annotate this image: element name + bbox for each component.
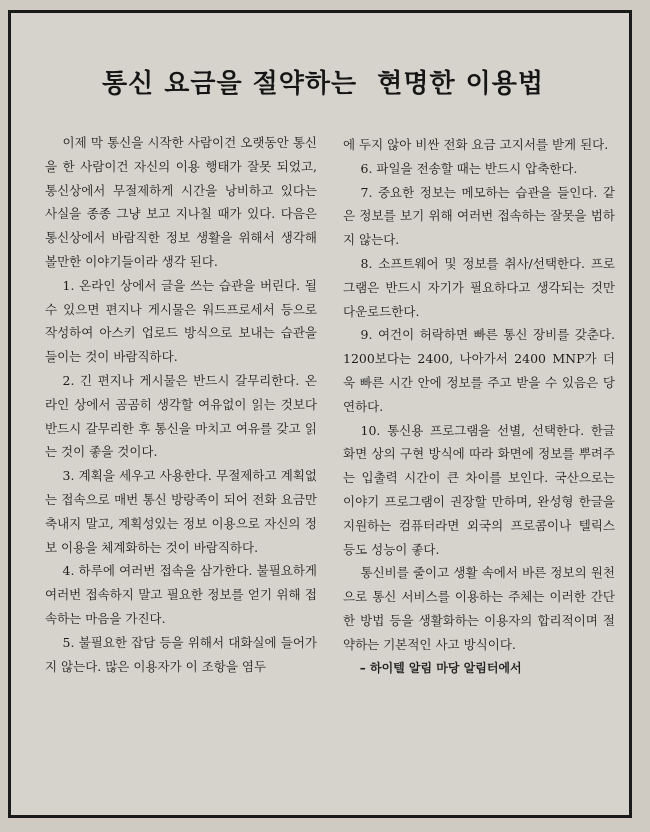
article-box (8, 10, 632, 818)
tip-9: 9. 여건이 허락하면 빠른 통신 장비를 갖춘다. 1200보다는 2400, 나아가서 2400 MNP가 더욱 빠른 시간 안에 정보를 주고 받을 수 있음은 당연하다. (343, 327, 615, 414)
tip-7: 7. 중요한 정보는 메모하는 습관을 들인다. 같은 정보를 보기 위해 여러번 접속하는 잘못을 범하지 않는다. (343, 184, 615, 248)
tip-6: 6. 파일을 전송할 때는 반드시 압축한다. (360, 160, 578, 176)
intro-paragraph: 이제 막 통신을 시작한 사람이건 오랫동안 통신을 한 사람이건 자신의 이용 행태가 잘못 되었고, 통신상에서 무절제하게 시간을 낭비하고 있다는 사실을 종종 그냥 보고 지나칠 때가 있다. 다음은 통신상에서 바람직한 정보 생활을 위해서 생각해 볼만한 이야기들이라 생각 된다. (45, 135, 317, 269)
tip-4: 4. 하루에 여러번 접속을 삼가한다. 불필요하게 여러번 접속하지 말고 필요한 정보를 얻기 위해 접속하는 마음을 가진다. (45, 563, 317, 626)
right-column (343, 133, 615, 680)
tip-5-continued: 에 두지 않아 비싼 전화 요금 고지서를 받게 된다. (343, 137, 609, 152)
tip-3: 3. 계획을 세우고 사용한다. 무절제하고 계획없는 접속으로 매번 통신 방랑족이 되어 전화 요금만 축내지 말고, 계획성있는 정보 이용으로 자신의 정보 이용을 체계화하는 것이 바람직하다. (45, 468, 317, 555)
tip-2: 2. 긴 편지나 게시물은 반드시 갈무리한다. 온라인 상에서 곰곰히 생각할 여유없이 읽는 것보다 반드시 갈무리한 후 통신을 마치고 여유를 갖고 읽는 것이 좋을 것이다. (45, 372, 317, 460)
article-title: 통신 요금을 절약하는 현명한 이용법 (102, 69, 544, 99)
tip-8: 8. 소프트웨어 및 정보를 취사/선택한다. 프로그램은 반드시 자기가 필요하다고 생각되는 것만 다운로드한다. (343, 255, 615, 319)
left-column (45, 131, 317, 678)
tip-5: 5. 불필요한 잡담 등을 위해서 대화실에 들어가지 않는다. 많은 이용자가 이 조항을 염두 (45, 634, 317, 674)
tip-10: 10. 통신용 프로그램을 선별, 선택한다. 한글 화면 상의 구현 방식에 따라 화면에 정보를 뿌려주는 입출력 시간이 큰 차이를 보인다. 국산으로는 이야기 프로그램이 권장할 만하며, 완성형 한글을 지원하는 컴퓨터라면 외국의 프로콤이나 텔릭스 등도 성능이 좋다. (343, 422, 615, 557)
tip-1: 1. 온라인 상에서 글을 쓰는 습관을 버린다. 될 수 있으면 편지나 게시물은 워드프로세서 등으로 작성하여 아스키 업로드 방식으로 보내는 습관을 들이는 것이 바람직하다. (45, 277, 317, 365)
conclusion-paragraph: 통신비를 줄이고 생활 속에서 바른 정보의 원천으로 통신 서비스를 이용하는 주체는 이러한 간단한 방법 등을 생활화하는 이용자의 합리적이며 절약하는 기본적인 사고 방식이다. (343, 565, 615, 652)
source-credit: – 하이텔 알림 마당 알림터에서 (359, 660, 522, 675)
